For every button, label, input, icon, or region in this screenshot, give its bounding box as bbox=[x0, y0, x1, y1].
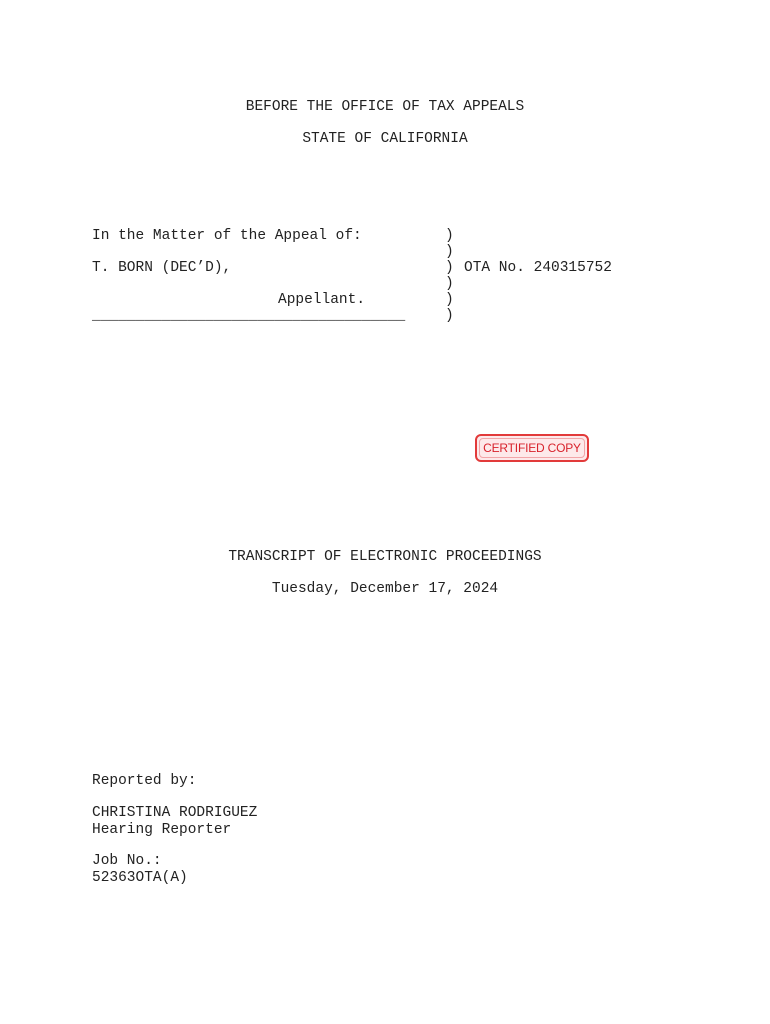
caption-paren: ) bbox=[445, 228, 454, 244]
reported-by-label: Reported by: bbox=[92, 773, 197, 789]
transcript-title: TRANSCRIPT OF ELECTRONIC PROCEEDINGS bbox=[228, 549, 542, 565]
reporter-role: Hearing Reporter bbox=[92, 822, 232, 838]
party-role: Appellant. bbox=[278, 292, 366, 308]
hearing-date: Tuesday, December 17, 2024 bbox=[271, 581, 499, 597]
reporter-name: CHRISTINA RODRIGUEZ bbox=[92, 805, 258, 821]
caption-rule: ____________________________________ bbox=[92, 308, 406, 324]
job-number-label: Job No.: bbox=[92, 853, 162, 869]
certified-copy-stamp bbox=[475, 434, 589, 462]
caption-paren: ) bbox=[445, 308, 454, 324]
stamp-text: CERTIFIED COPY bbox=[483, 441, 581, 455]
caption-paren: ) bbox=[445, 244, 454, 260]
office-heading: BEFORE THE OFFICE OF TAX APPEALS bbox=[245, 99, 525, 115]
matter-line: In the Matter of the Appeal of: bbox=[92, 228, 362, 244]
state-heading: STATE OF CALIFORNIA bbox=[302, 131, 468, 147]
job-number: 52363OTA(A) bbox=[92, 870, 188, 886]
party-name: T. BORN (DEC’D), bbox=[92, 260, 232, 276]
case-number: OTA No. 240315752 bbox=[464, 260, 612, 276]
caption-paren: ) bbox=[445, 276, 454, 292]
caption-paren: ) bbox=[445, 292, 454, 308]
caption-paren: ) bbox=[445, 260, 454, 276]
